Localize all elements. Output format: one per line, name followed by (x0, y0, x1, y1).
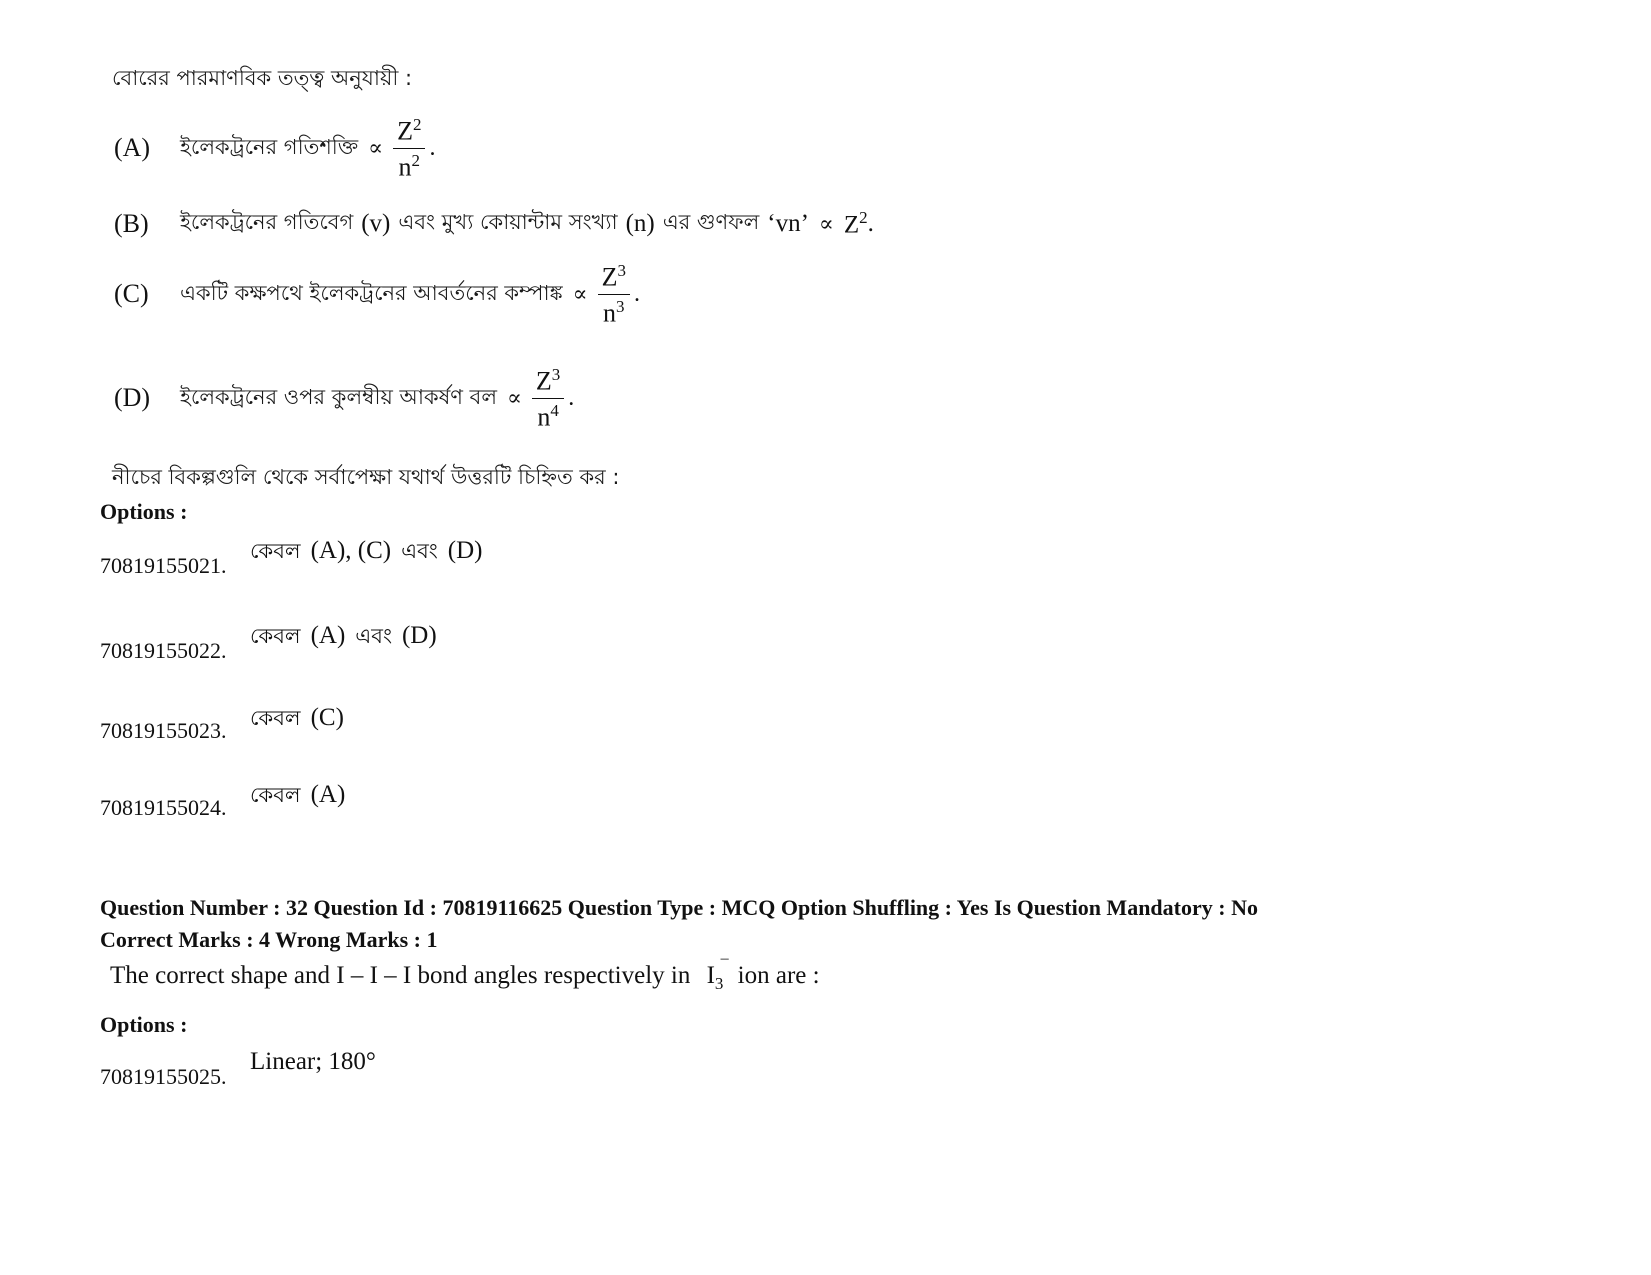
statement-text: ইলেকট্রনের গতিশক্তি (180, 134, 359, 159)
option-row[interactable]: 70819155024. কেবল (A) (100, 781, 346, 820)
q31-intro: বোরের পারমাণবিক তত্ত্ব অনুযায়ী : (112, 66, 413, 90)
option-row[interactable]: 70819155021. কেবল (A), (C) এবং (D) (100, 537, 483, 578)
ion-formula: $I_3$ – (706, 950, 729, 993)
statement-text: ইলেকট্রনের গতিবেগ (180, 210, 354, 234)
option-text: Linear; 180° (250, 1048, 376, 1075)
proportional-symbol: ∝ (572, 281, 588, 307)
options-label: Options : (100, 1012, 188, 1037)
option-id: 70819155023. (100, 718, 227, 743)
statement-c: (C) একটি কক্ষপথে ইলেকট্রনের আবর্তনের কম্পাঙ্ক ∝ $\frac{Z^3}{n^3}$ . (114, 261, 640, 328)
question-meta: Question Number : 32 Question Id : 70819116625 Question Type : MCQ Option Shuffling : Yes Is Question Mandatory : No (100, 895, 1258, 920)
options-label: Options : (100, 499, 188, 524)
option-row[interactable]: 70819155023. কেবল (C) (100, 704, 344, 743)
fraction: $\frac{Z^3}{n^3}$ (598, 262, 630, 327)
proportional-symbol: ∝ (818, 210, 834, 236)
option-id: 70819155022. (100, 638, 227, 663)
statement-d: (D) ইলেকট্রনের ওপর কুলম্বীয় আকর্ষণ বল ∝ $\frac{Z^3}{n^4}$ . (114, 365, 575, 432)
statement-text: একটি কক্ষপথে ইলেকট্রনের আবর্তনের কম্পাঙ্ক (180, 280, 563, 305)
option-id: 70819155024. (100, 795, 227, 820)
statement-a: (A) ইলেকট্রনের গতিশক্তি ∝ $\frac{Z^2}{n^2}$ . (114, 115, 436, 182)
statement-b: (B) ইলেকট্রনের গতিবেগ (v) এবং মুখ্য কোয়ান্টাম সংখ্যা (n) এর গুণফল ‘vn’ ∝ $Z^2$ . (114, 206, 874, 241)
fraction: $\frac{Z^2}{n^2}$ (393, 116, 425, 181)
statement-label: (C) (114, 279, 149, 309)
question-text: The correct shape and I – I – I bond angles respectively in $I_3$ – ion are : (110, 950, 820, 993)
statement-label: (A) (114, 133, 151, 163)
statement-label: (B) (114, 208, 149, 238)
proportional-symbol: ∝ (507, 385, 522, 411)
question-marks: Correct Marks : 4 Wrong Marks : 1 (100, 927, 438, 952)
q31-instruction: নীচের বিকল্পগুলি থেকে সর্বাপেক্ষা যথার্থ উত্তরটি চিহ্নিত কর : (112, 465, 620, 489)
option-row[interactable]: 70819155022. কেবল (A) এবং (D) (100, 622, 437, 663)
statement-text: ইলেকট্রনের ওপর কুলম্বীয় আকর্ষণ বল (180, 384, 497, 409)
statement-label: (D) (114, 383, 151, 413)
option-row[interactable] (100, 1048, 700, 1100)
option-id: 70819155021. (100, 553, 227, 578)
fraction: $\frac{Z^3}{n^4}$ (532, 366, 564, 431)
option-id: 70819155025. (100, 1064, 227, 1089)
proportional-symbol: ∝ (368, 135, 384, 161)
